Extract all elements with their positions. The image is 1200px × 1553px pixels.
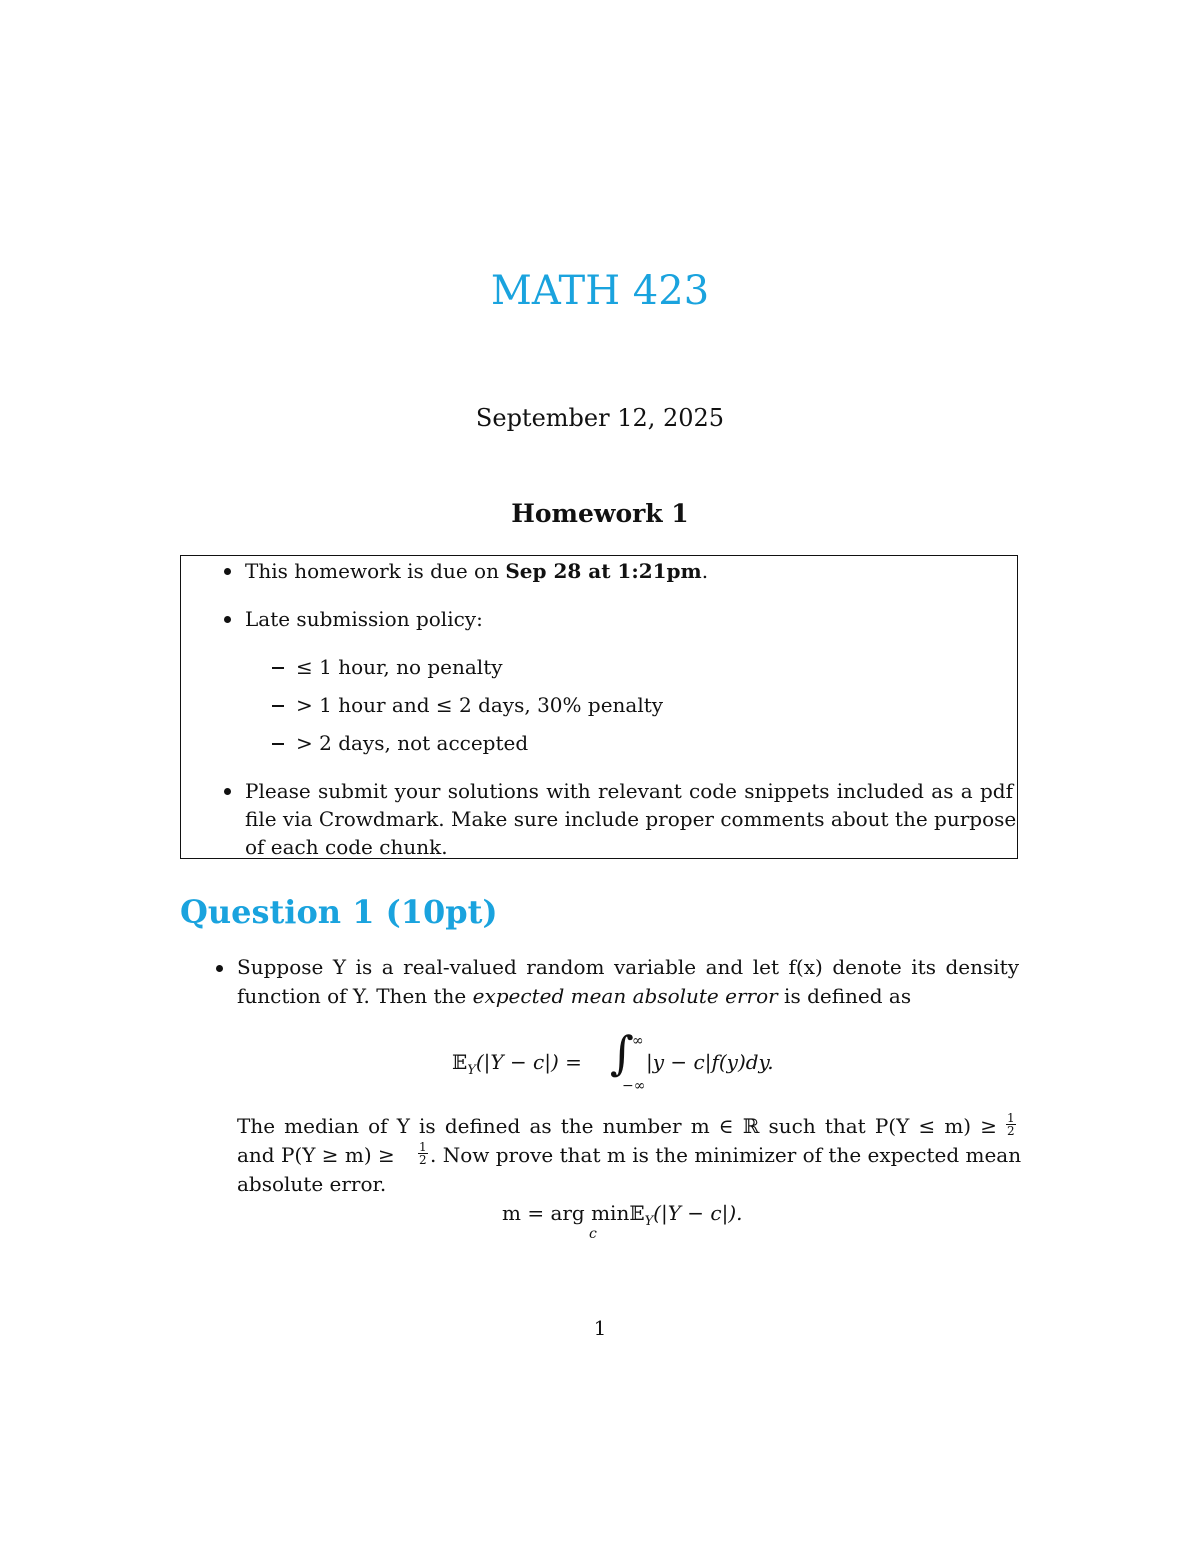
integral-lower-limit: −∞ bbox=[622, 1078, 646, 1094]
fraction-numerator: 1 bbox=[419, 1140, 427, 1154]
equation-expected-error bbox=[452, 1052, 582, 1077]
late-item: > 1 hour and ≤ 2 days, 30% penalty bbox=[296, 693, 664, 717]
equation-lhs: (|Y − c|) = bbox=[475, 1050, 582, 1074]
question-intro-line-2 bbox=[237, 986, 911, 1006]
median-line-2-suffix: . Now prove that m is the minimizer of the expected mean bbox=[430, 1143, 1022, 1167]
fraction-denominator: 2 bbox=[419, 1153, 427, 1167]
course-title: MATH 423 bbox=[490, 268, 710, 314]
bullet-icon bbox=[224, 568, 231, 575]
fraction-one-half bbox=[1006, 1112, 1016, 1137]
late-item: > 2 days, not accepted bbox=[296, 731, 529, 755]
expectation-subscript: Y bbox=[467, 1063, 476, 1078]
dash-icon bbox=[272, 667, 284, 669]
fraction-denominator: 2 bbox=[1007, 1124, 1015, 1138]
late-item: ≤ 1 hour, no penalty bbox=[296, 655, 503, 679]
bullet-icon bbox=[224, 788, 231, 795]
median-line-1: The median of Y is defined as the number m ∈ ℝ such that P(Y ≤ m) ≥ bbox=[237, 1114, 997, 1138]
due-prefix: This homework is due on bbox=[245, 559, 506, 583]
page-number: 1 bbox=[593, 1316, 607, 1340]
due-date: Sep 28 at 1:21pm bbox=[505, 559, 702, 583]
integral-icon: ∫ bbox=[610, 1026, 634, 1080]
median-line-2-prefix: and P(Y ≥ m) ≥ bbox=[237, 1143, 395, 1167]
question-title: Question 1 (10pt) bbox=[180, 893, 498, 931]
bullet-icon bbox=[216, 965, 223, 972]
intro-suffix: is defined as bbox=[777, 984, 912, 1008]
intro-prefix: function of Y. Then the bbox=[237, 984, 473, 1008]
bullet-icon bbox=[224, 616, 231, 623]
argmin-expression: m = arg min𝔼 bbox=[502, 1201, 645, 1225]
argmin-rest: (|Y − c|). bbox=[653, 1201, 743, 1225]
dash-icon bbox=[272, 705, 284, 707]
dash-icon bbox=[272, 743, 284, 745]
fraction-numerator: 1 bbox=[1007, 1111, 1015, 1125]
argmin-subscript: Y bbox=[644, 1214, 654, 1229]
integrand: |y − c|f(y)dy. bbox=[646, 1050, 774, 1074]
question-intro-line-1: Suppose Y is a real-valued random variable and let f(x) denote its density bbox=[237, 955, 1019, 979]
argmin-variable: c bbox=[589, 1226, 597, 1242]
submit-line-2: file via Crowdmark. Make sure include proper comments about the purpose bbox=[245, 807, 1017, 831]
integral-upper-limit: ∞ bbox=[632, 1033, 644, 1049]
expectation-symbol: 𝔼 bbox=[452, 1050, 468, 1074]
due-date-line bbox=[245, 561, 708, 581]
median-line-3: absolute error. bbox=[237, 1172, 387, 1196]
fraction-one-half bbox=[418, 1141, 428, 1166]
equation-argmin bbox=[502, 1203, 743, 1228]
submit-line-3: of each code chunk. bbox=[245, 835, 448, 859]
assignment-title: Homework 1 bbox=[511, 499, 689, 528]
late-policy-title: Late submission policy: bbox=[245, 607, 483, 631]
due-suffix: . bbox=[701, 559, 709, 583]
intro-emphasis: expected mean absolute error bbox=[472, 984, 778, 1008]
document-date: September 12, 2025 bbox=[475, 404, 725, 432]
submit-line-1: Please submit your solutions with relevant code snippets included as a pdf bbox=[245, 779, 1013, 803]
